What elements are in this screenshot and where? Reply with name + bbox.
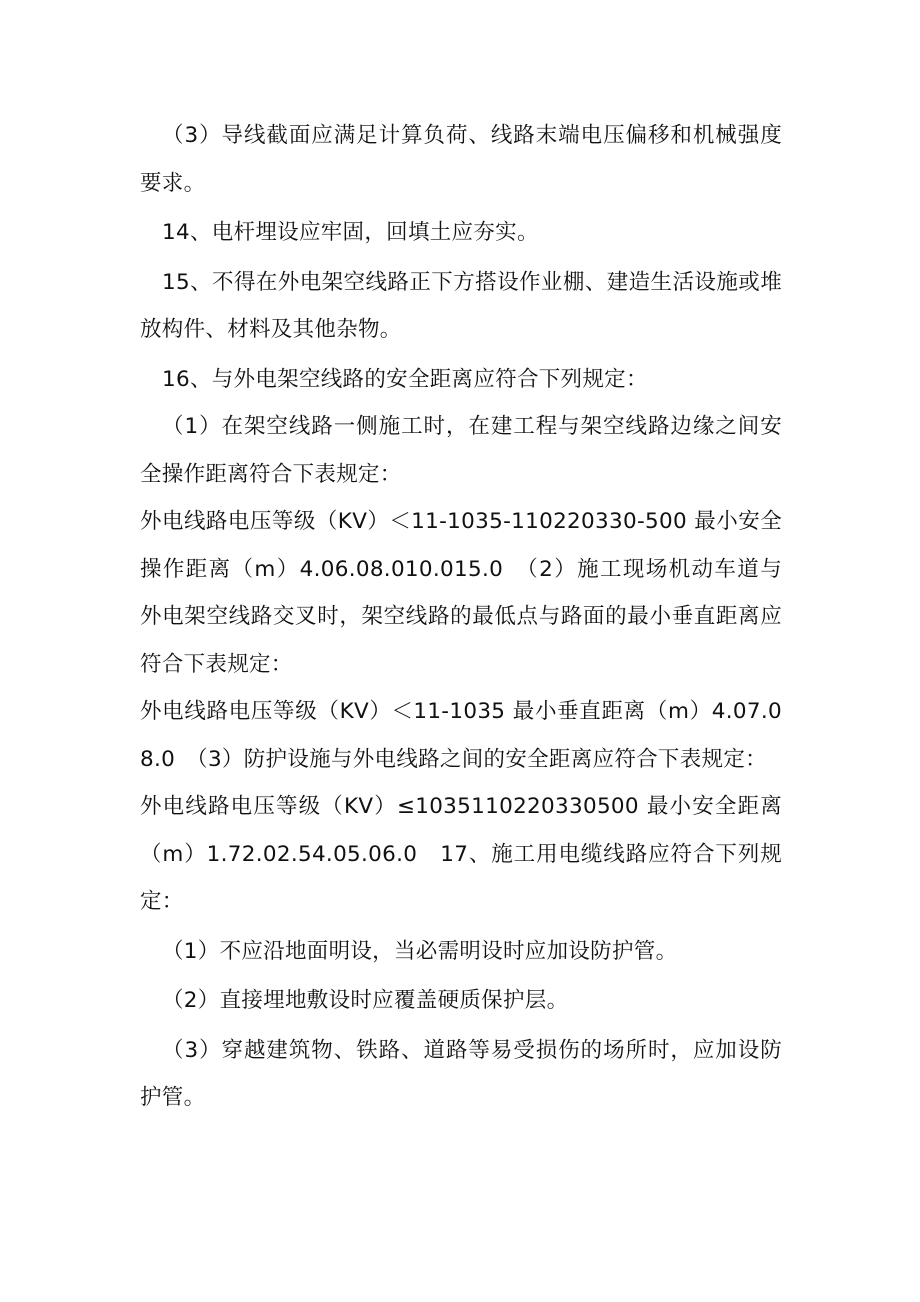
paragraph-table-protection-distance: 外电线路电压等级（KV）≤1035110220330500 最小安全距离（m）1.72.02.54.05.06.0 17、施工用电缆线路应符合下列规定： — [140, 794, 782, 914]
paragraph-item-14: 14、电杆埋设应牢固，回填土应夯实。 — [162, 220, 539, 245]
document-body — [140, 112, 782, 1122]
paragraph-17-3: （3）穿越建筑物、铁路、道路等易受损伤的场所时，应加设防护管。 — [140, 1037, 782, 1110]
paragraph-17-1: （1）不应沿地面明设，当必需明设时应加设防护管。 — [162, 938, 678, 964]
paragraph-table-vertical-distance: 外电线路电压等级（KV）＜11-1035 最小垂直距离（m）4.07.08.0 （3）防护设施与外电线路之间的安全距离应符合下表规定： — [140, 699, 782, 772]
paragraph-conductor-section: （3）导线截面应满足计算负荷、线路末端电压偏移和机械强度要求。 — [140, 123, 782, 196]
paragraph-item-16: 16、与外电架空线路的安全距离应符合下列规定： — [162, 366, 648, 392]
paragraph-16-1: （1）在架空线路一侧施工时，在建工程与架空线路边缘之间安全操作距离符合下表规定： — [140, 414, 782, 487]
paragraph-17-2: （2）直接埋地敷设时应覆盖硬质保护层。 — [162, 988, 569, 1013]
paragraph-table-safety-distance: 外电线路电压等级（KV）＜11-1035-110220330-500 最小安全操作距离（m）4.06.08.010.015.0 （2）施工现场机动车道与外电架空线路交叉时，架空线路的最低点与路面的最小垂直距离应符合下表规定： — [140, 509, 782, 677]
paragraph-item-15: 15、不得在外电架空线路正下方搭设作业棚、建造生活设施或堆放构件、材料及其他杂物。 — [140, 269, 782, 342]
